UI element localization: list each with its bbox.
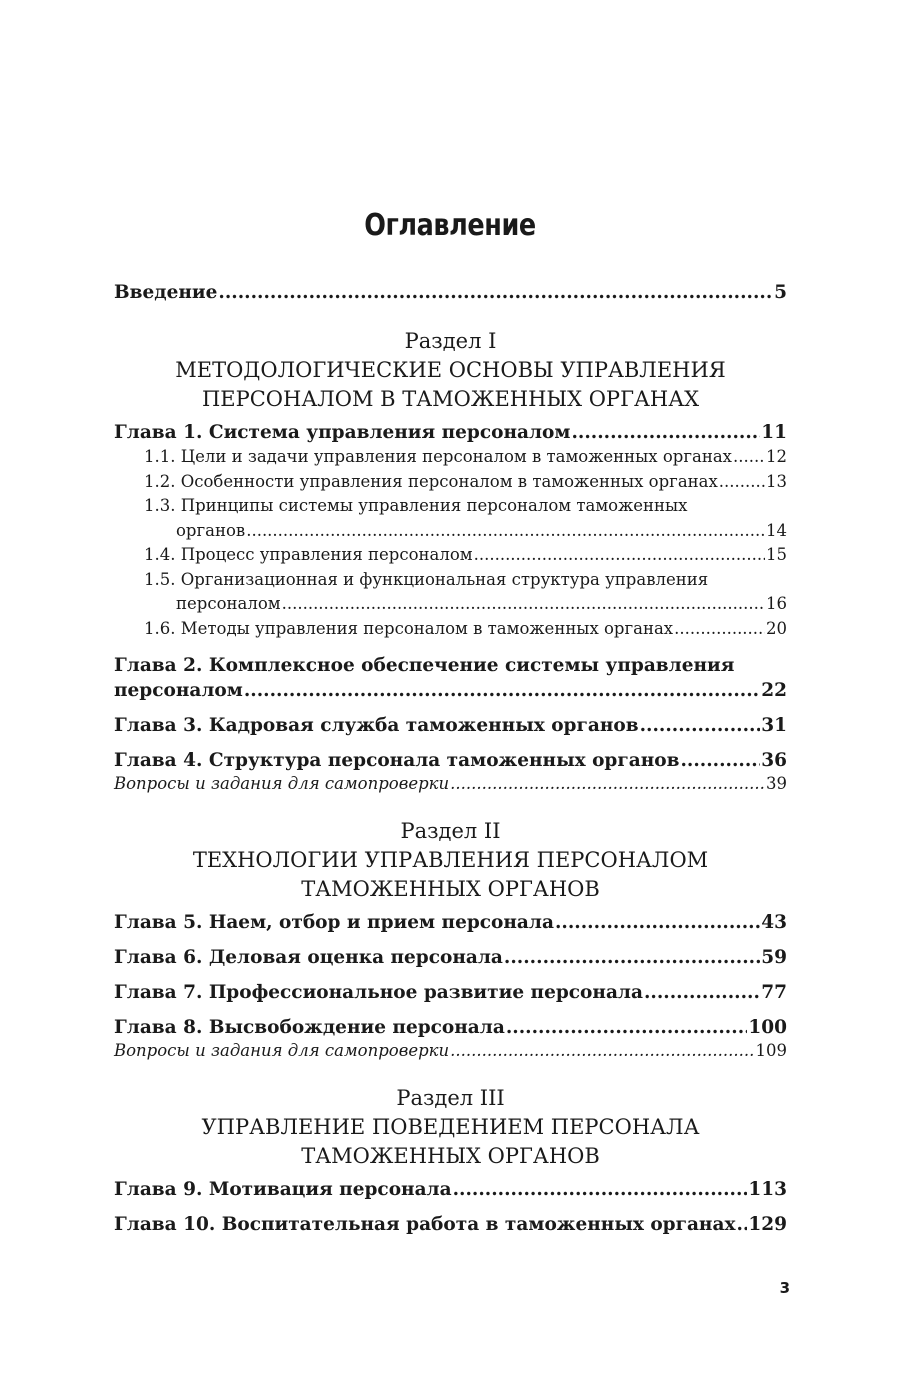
toc-entry-subsection-1-1[interactable] [114, 445, 787, 470]
leader-dots [450, 773, 765, 795]
section-title-line: МЕТОДОЛОГИЧЕСКИЕ ОСНОВЫ УПРАВЛЕНИЯ [175, 358, 726, 382]
toc-entry-label: Глава 9. Мотивация персонала [114, 1179, 452, 1200]
toc-entry-subsection-1-3[interactable] [114, 494, 787, 543]
toc-entry-chapter-8[interactable] [114, 1015, 787, 1040]
leader-dots [571, 420, 760, 445]
toc-page-number: 43 [761, 912, 787, 933]
toc-entry-chapter-1[interactable] [114, 420, 787, 445]
section-heading [114, 327, 787, 414]
toc-entry-label: Глава 3. Кадровая служба таможенных органов [114, 715, 639, 736]
leader-dots [719, 470, 765, 495]
leader-dots [450, 1040, 754, 1062]
page-number: 3 [779, 1279, 790, 1297]
toc-page-number: 5 [774, 282, 787, 303]
leader-dots [736, 1212, 747, 1237]
leader-dots [640, 713, 761, 738]
toc-page-number: 59 [761, 947, 787, 968]
leader-dots [474, 543, 765, 568]
toc-entry-label-line: 1.5. Организационная и функциональная структура управления [144, 569, 709, 589]
toc-entry-chapter-9[interactable] [114, 1177, 787, 1202]
toc-page-number: 12 [766, 447, 787, 466]
toc-entry-chapter-6[interactable] [114, 945, 787, 970]
section-title-line: УПРАВЛЕНИЕ ПОВЕДЕНИЕМ ПЕРСОНАЛА [201, 1115, 700, 1139]
toc-page-number: 77 [761, 982, 787, 1003]
toc-page-number: 15 [766, 545, 787, 564]
toc-entry-label: Глава 10. Воспитательная работа в таможенных органах [114, 1214, 736, 1235]
toc-entry-chapter-4[interactable] [114, 748, 787, 773]
leader-dots [680, 748, 760, 773]
toc-entry-label: 1.2. Особенности управления персоналом в таможенных органах [144, 471, 718, 491]
toc-page-number: 100 [748, 1017, 787, 1038]
leader-dots [453, 1177, 748, 1202]
toc-entry-questions-section-1[interactable] [114, 773, 787, 795]
toc-entry-label: Глава 5. Наем, отбор и прием персонала [114, 912, 554, 933]
toc-entry-label: Глава 7. Профессиональное развитие персонала [114, 982, 643, 1003]
toc-page-number: 113 [748, 1179, 787, 1200]
section-title-line: ПЕРСОНАЛОМ В ТАМОЖЕННЫХ ОРГАНАХ [201, 387, 700, 411]
section-title-line: ТАМОЖЕННЫХ ОРГАНОВ [301, 877, 600, 901]
leader-dots [733, 445, 765, 470]
section-title-line: ТЕХНОЛОГИИ УПРАВЛЕНИЯ ПЕРСОНАЛОМ [192, 848, 709, 872]
section-number: Раздел I [404, 329, 497, 353]
toc-page-number: 20 [766, 618, 787, 638]
toc-entry-label: Глава 1. Система управления персоналом [114, 422, 571, 443]
leader-dots [644, 980, 760, 1005]
table-of-contents [114, 280, 787, 1237]
toc-page-number: 129 [748, 1214, 787, 1235]
leader-dots [674, 617, 765, 642]
section-number: Раздел III [396, 1086, 505, 1110]
toc-page-number: 16 [766, 594, 787, 613]
section-title-line: ТАМОЖЕННЫХ ОРГАНОВ [301, 1144, 600, 1168]
toc-entry-subsection-1-4[interactable] [114, 543, 787, 568]
toc-page-number: 22 [761, 680, 787, 701]
section-heading [114, 1084, 787, 1171]
leader-dots [282, 592, 765, 617]
toc-entry-label: персоналом [176, 594, 281, 613]
toc-page-number: 109 [755, 1041, 787, 1060]
leader-dots [246, 519, 765, 544]
toc-entry-chapter-3[interactable] [114, 713, 787, 738]
page-title: Оглавление [364, 208, 536, 243]
toc-entry-chapter-10[interactable] [114, 1212, 787, 1237]
toc-entry-label: Вопросы и задания для самопроверки [114, 774, 450, 793]
toc-page-number: 13 [766, 471, 787, 491]
toc-entry-label: 1.6. Методы управления персоналом в таможенных органах [144, 618, 674, 638]
toc-entry-subsection-1-2[interactable] [114, 470, 787, 495]
toc-entry-questions-section-2[interactable] [114, 1040, 787, 1062]
leader-dots [506, 1015, 748, 1040]
section-heading [114, 817, 787, 904]
section-number: Раздел II [400, 819, 501, 843]
toc-entry-label: Глава 6. Деловая оценка персонала [114, 947, 503, 968]
toc-entry-label: Глава 8. Высвобождение персонала [114, 1017, 505, 1038]
leader-dots [218, 280, 773, 305]
toc-page-number: 11 [761, 422, 787, 443]
toc-entry-subsection-1-5[interactable] [114, 568, 787, 617]
toc-entry-intro[interactable] [114, 280, 787, 305]
leader-dots [504, 945, 760, 970]
toc-entry-label: Вопросы и задания для самопроверки [114, 1041, 450, 1060]
toc-entry-label-line: 1.3. Принципы системы управления персоналом таможенных [144, 496, 688, 515]
toc-entry-subsection-1-6[interactable] [114, 617, 787, 642]
toc-page-number: 31 [761, 715, 787, 736]
leader-dots [555, 910, 760, 935]
toc-entry-label: 1.1. Цели и задачи управления персоналом в таможенных органах [144, 447, 732, 466]
toc-entry-label: 1.4. Процесс управления персоналом [144, 545, 473, 564]
toc-entry-label: Глава 4. Структура персонала таможенных органов [114, 750, 680, 771]
toc-entry-chapter-2[interactable] [114, 653, 787, 703]
toc-entry-label-line: Глава 2. Комплексное обеспечение системы управления [114, 655, 735, 676]
toc-entry-label: органов [176, 520, 246, 540]
toc-entry-label: персоналом [114, 680, 243, 701]
leader-dots [244, 678, 760, 703]
toc-page-number: 39 [766, 774, 787, 793]
toc-page-number: 14 [766, 520, 787, 540]
toc-entry-label: Введение [114, 282, 218, 303]
toc-entry-chapter-7[interactable] [114, 980, 787, 1005]
toc-entry-chapter-5[interactable] [114, 910, 787, 935]
toc-page-number: 36 [761, 750, 787, 771]
